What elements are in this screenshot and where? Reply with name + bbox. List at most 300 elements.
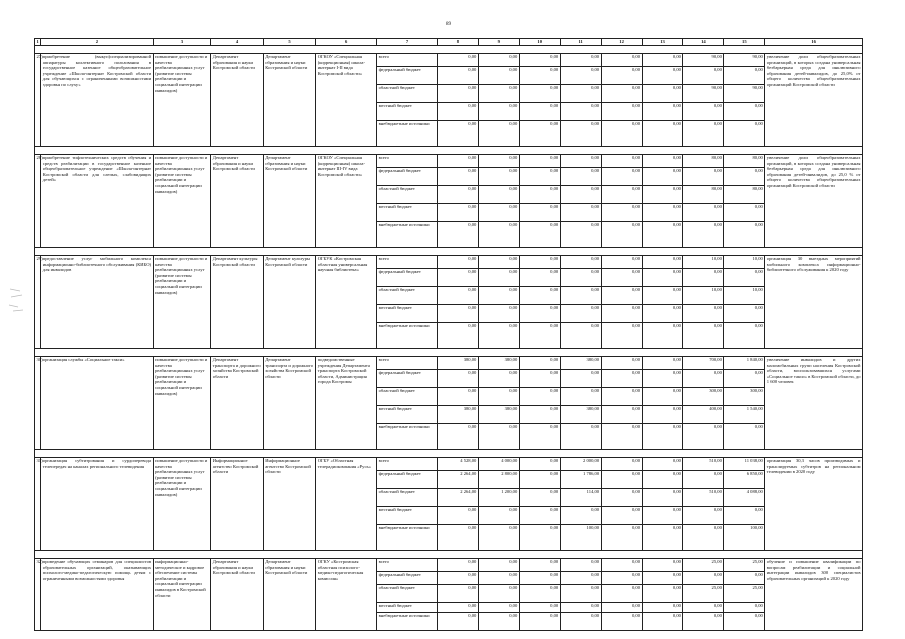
amount-cell: 25,00 <box>683 585 724 603</box>
amount-cell: 0,00 <box>601 357 642 370</box>
funding-source: федеральный бюджет <box>377 269 438 287</box>
amount-cell: 0,00 <box>642 204 683 222</box>
amount-cell: 0,00 <box>601 121 642 147</box>
amount-cell: 0,00 <box>519 305 560 323</box>
funding-source: федеральный бюджет <box>377 168 438 186</box>
amount-cell: 0,00 <box>724 572 765 585</box>
amount-cell: 0,00 <box>724 222 765 248</box>
measure-name: организация субтитрования и сурдоперевода телепередач на каналах регионального телевидения <box>41 458 153 551</box>
amount-cell: 0,00 <box>642 424 683 450</box>
amount-cell: 0,00 <box>560 572 601 585</box>
amount-cell: 80,00 <box>724 186 765 204</box>
amount-cell: 0,00 <box>519 559 560 572</box>
amount-cell: 0,00 <box>478 168 519 186</box>
amount-cell: 25,00 <box>683 559 724 572</box>
amount-cell: 0,00 <box>642 603 683 613</box>
funding-source: всего <box>377 559 438 572</box>
amount-cell: 0,00 <box>724 603 765 613</box>
amount-cell: 10,00 <box>683 256 724 269</box>
table-row <box>35 54 863 67</box>
amount-cell: 0,00 <box>601 370 642 388</box>
amount-cell: 300,00 <box>724 388 765 406</box>
amount-cell: 0,00 <box>437 103 478 121</box>
amount-cell: 0,00 <box>560 186 601 204</box>
amount-cell: 0,00 <box>642 572 683 585</box>
funding-source: местный бюджет <box>377 305 438 323</box>
amount-cell: 0,00 <box>437 525 478 551</box>
amount-cell: 0,00 <box>437 121 478 147</box>
amount-cell: 0,00 <box>519 388 560 406</box>
row-spacer <box>35 450 863 458</box>
amount-cell: 0,00 <box>601 269 642 287</box>
amount-cell: 0,00 <box>519 424 560 450</box>
amount-cell: 0,00 <box>560 388 601 406</box>
amount-cell: 0,00 <box>683 222 724 248</box>
expected-result: организация 30 выездных мероприятий мобильного комплекса информационно-библиотечного обслуживания к 2020 году <box>765 256 863 349</box>
amount-cell: 0,00 <box>601 222 642 248</box>
amount-cell: 0,00 <box>642 287 683 305</box>
amount-cell: 0,00 <box>601 525 642 551</box>
funding-source: местный бюджет <box>377 103 438 121</box>
amount-cell: 114,00 <box>560 489 601 507</box>
amount-cell: 0,00 <box>560 424 601 450</box>
amount-cell: 0,00 <box>724 613 765 631</box>
amount-cell: 0,00 <box>642 507 683 525</box>
funding-source: федеральный бюджет <box>377 67 438 85</box>
amount-cell: 0,00 <box>642 85 683 103</box>
amount-cell: 0,00 <box>683 269 724 287</box>
amount-cell: 0,00 <box>642 103 683 121</box>
amount-cell: 80,00 <box>724 155 765 168</box>
amount-cell: 0,00 <box>601 155 642 168</box>
amount-cell: 0,00 <box>642 388 683 406</box>
measure-direction: повышение доступности и качества реабилитационных услуг (развитие системы реабилитации и социальной интеграции инвалидов) <box>153 155 211 248</box>
amount-cell: 0,00 <box>519 287 560 305</box>
amount-cell: 1 786,00 <box>560 471 601 489</box>
amount-cell: 0,00 <box>642 54 683 67</box>
amount-cell: 0,00 <box>519 525 560 551</box>
amount-cell: 0,00 <box>478 603 519 613</box>
amount-cell: 0,00 <box>478 204 519 222</box>
amount-cell: 4 528,00 <box>437 458 478 471</box>
amount-cell: 0,00 <box>478 507 519 525</box>
amount-cell: 0,00 <box>560 103 601 121</box>
amount-cell: 0,00 <box>642 559 683 572</box>
amount-cell: 25,00 <box>724 559 765 572</box>
amount-cell: 0,00 <box>478 559 519 572</box>
amount-cell: 100,00 <box>560 525 601 551</box>
amount-cell: 6 850,00 <box>724 471 765 489</box>
amount-cell: 0,00 <box>642 155 683 168</box>
amount-cell: 0,00 <box>601 85 642 103</box>
amount-cell: 0,00 <box>601 323 642 349</box>
amount-cell: 0,00 <box>642 323 683 349</box>
expected-result: организация 30,3 часов производимых и транслируемых субтитров на региональном телевидении в 2020 году <box>765 458 863 551</box>
amount-cell: 90,00 <box>724 54 765 67</box>
table-row <box>35 256 863 269</box>
margin-pencil-marks <box>8 285 28 315</box>
column-number: 6 <box>316 39 377 46</box>
amount-cell: 0,00 <box>437 155 478 168</box>
table-body <box>35 39 863 631</box>
amount-cell: 0,00 <box>560 603 601 613</box>
amount-cell: 0,00 <box>437 424 478 450</box>
funding-source: местный бюджет <box>377 507 438 525</box>
column-number: 10 <box>519 39 560 46</box>
amount-cell: 0,00 <box>478 287 519 305</box>
row-number: 27) <box>35 54 41 147</box>
participant: ОГКОУ «Специальная (коррекционная) школа-интернат III-IV вида Костромской области» <box>316 155 377 248</box>
amount-cell: 90,00 <box>683 85 724 103</box>
amount-cell: 0,00 <box>601 559 642 572</box>
amount-cell: 0,00 <box>560 370 601 388</box>
row-spacer <box>35 248 863 256</box>
amount-cell: 0,00 <box>560 559 601 572</box>
funding-source: областной бюджет <box>377 287 438 305</box>
amount-cell: 0,00 <box>724 121 765 147</box>
column-number: 4 <box>211 39 263 46</box>
funding-source: внебюджетные источники <box>377 525 438 551</box>
amount-cell: 0,00 <box>560 85 601 103</box>
amount-cell: 0,00 <box>478 613 519 631</box>
program-measures-table <box>34 38 863 631</box>
expected-result: увеличение доли общеобразовательных организаций, в которых создана универсальная безбарьерная среда для инклюзивного образования детей-инвалидов, до 25,0% от общего количества общеобразовательных организаций Костромской области <box>765 54 863 147</box>
amount-cell: 80,00 <box>683 186 724 204</box>
amount-cell: 100,00 <box>724 525 765 551</box>
amount-cell: 0,00 <box>437 67 478 85</box>
amount-cell: 510,00 <box>683 489 724 507</box>
amount-cell: 0,00 <box>519 155 560 168</box>
measure-name: приобретение (выкуп)специализированной аппаратуры коллективного пользования в государственное казенное общеобразовательное учреждение «Школа-интернат Костромской области для обучающихся с ограниченными возможностями здоровья по слуху» <box>41 54 153 147</box>
amount-cell: 0,00 <box>519 585 560 603</box>
funding-source: всего <box>377 256 438 269</box>
amount-cell: 90,00 <box>683 54 724 67</box>
amount-cell: 0,00 <box>519 54 560 67</box>
amount-cell: 0,00 <box>560 585 601 603</box>
table-row <box>35 458 863 471</box>
row-number: 31) <box>35 458 41 551</box>
amount-cell: 2 000,00 <box>560 458 601 471</box>
amount-cell: 0,00 <box>601 489 642 507</box>
amount-cell: 10,00 <box>683 287 724 305</box>
amount-cell: 0,00 <box>683 305 724 323</box>
amount-cell: 0,00 <box>437 559 478 572</box>
measure-name: приобретение тифлотехнических средств обучения и средств реабилитации в государственное казенное общеобразовательное учреждение «Школа-интернат Костромской области для слепых, слабовидящих детей» <box>41 155 153 248</box>
amount-cell: 0,00 <box>683 121 724 147</box>
participant: ОГКУ «Костромская областная психолого-медико-педагогическая комиссия» <box>316 559 377 631</box>
amount-cell: 0,00 <box>601 572 642 585</box>
amount-cell: 11 038,00 <box>724 458 765 471</box>
amount-cell: 0,00 <box>724 103 765 121</box>
amount-cell: 0,00 <box>437 585 478 603</box>
amount-cell: 0,00 <box>560 507 601 525</box>
column-number: 14 <box>683 39 724 46</box>
amount-cell: 0,00 <box>683 471 724 489</box>
amount-cell: 0,00 <box>519 168 560 186</box>
amount-cell: 0,00 <box>601 186 642 204</box>
funds-recipient: Департамент транспорта и дорожного хозяйства Костромской области <box>263 357 315 450</box>
funding-source: федеральный бюджет <box>377 370 438 388</box>
funding-source: всего <box>377 357 438 370</box>
column-number: 16 <box>765 39 863 46</box>
amount-cell: 0,00 <box>478 121 519 147</box>
funding-source: местный бюджет <box>377 204 438 222</box>
funding-source: федеральный бюджет <box>377 471 438 489</box>
amount-cell: 0,00 <box>437 507 478 525</box>
row-spacer <box>35 147 863 155</box>
amount-cell: 0,00 <box>519 103 560 121</box>
amount-cell: 0,00 <box>437 613 478 631</box>
funding-source: областной бюджет <box>377 489 438 507</box>
amount-cell: 0,00 <box>478 370 519 388</box>
amount-cell: 0,00 <box>519 489 560 507</box>
amount-cell: 0,00 <box>478 424 519 450</box>
amount-cell: 0,00 <box>683 613 724 631</box>
amount-cell: 0,00 <box>519 357 560 370</box>
amount-cell: 0,00 <box>478 85 519 103</box>
column-number: 9 <box>478 39 519 46</box>
amount-cell: 0,00 <box>601 67 642 85</box>
responsible-executor: Информационное агентство Костромской области <box>211 458 263 551</box>
amount-cell: 0,00 <box>560 204 601 222</box>
amount-cell: 0,00 <box>519 471 560 489</box>
amount-cell: 0,00 <box>437 204 478 222</box>
amount-cell: 0,00 <box>683 507 724 525</box>
funding-source: внебюджетные источники <box>377 323 438 349</box>
row-spacer <box>35 349 863 357</box>
table-row <box>35 559 863 572</box>
amount-cell: 0,00 <box>642 370 683 388</box>
amount-cell: 10,00 <box>724 256 765 269</box>
amount-cell: 0,00 <box>560 155 601 168</box>
page-number: 89 <box>446 22 451 27</box>
amount-cell: 0,00 <box>724 67 765 85</box>
amount-cell: 0,00 <box>683 424 724 450</box>
amount-cell: 0,00 <box>560 323 601 349</box>
amount-cell: 0,00 <box>560 613 601 631</box>
amount-cell: 0,00 <box>478 222 519 248</box>
amount-cell: 380,00 <box>560 357 601 370</box>
amount-cell: 80,00 <box>683 155 724 168</box>
amount-cell: 0,00 <box>642 67 683 85</box>
amount-cell: 0,00 <box>601 585 642 603</box>
amount-cell: 0,00 <box>642 186 683 204</box>
measure-direction: информационно-методическое и кадровое обеспечение системы реабилитации и социальной интеграции инвалидов в Костромской области <box>153 559 211 631</box>
amount-cell: 0,00 <box>519 269 560 287</box>
measure-direction: повышение доступности и качества реабилитационных услуг (развитие системы реабилитации и социальной интеграции инвалидов) <box>153 54 211 147</box>
amount-cell: 0,00 <box>601 507 642 525</box>
amount-cell: 0,00 <box>519 370 560 388</box>
amount-cell: 2 264,00 <box>437 471 478 489</box>
amount-cell: 0,00 <box>601 305 642 323</box>
amount-cell: 380,00 <box>560 406 601 424</box>
amount-cell: 0,00 <box>437 269 478 287</box>
funding-source: областной бюджет <box>377 186 438 204</box>
amount-cell: 0,00 <box>437 287 478 305</box>
amount-cell: 380,00 <box>478 406 519 424</box>
amount-cell: 0,00 <box>724 305 765 323</box>
amount-cell: 0,00 <box>478 572 519 585</box>
funds-recipient: Департамент образования и науки Костромской области <box>263 559 315 631</box>
funding-source: местный бюджет <box>377 603 438 613</box>
amount-cell: 1 840,00 <box>724 357 765 370</box>
amount-cell: 0,00 <box>437 323 478 349</box>
amount-cell: 0,00 <box>642 256 683 269</box>
column-number: 2 <box>41 39 153 46</box>
amount-cell: 0,00 <box>519 406 560 424</box>
amount-cell: 0,00 <box>519 256 560 269</box>
column-number: 8 <box>437 39 478 46</box>
amount-cell: 0,00 <box>724 424 765 450</box>
spacer-cell <box>35 551 863 559</box>
amount-cell: 0,00 <box>601 458 642 471</box>
amount-cell: 0,00 <box>601 406 642 424</box>
amount-cell: 0,00 <box>560 121 601 147</box>
amount-cell: 0,00 <box>560 54 601 67</box>
amount-cell: 0,00 <box>642 489 683 507</box>
amount-cell: 0,00 <box>724 370 765 388</box>
amount-cell: 0,00 <box>437 388 478 406</box>
amount-cell: 0,00 <box>642 406 683 424</box>
funding-source: местный бюджет <box>377 406 438 424</box>
funding-source: всего <box>377 54 438 67</box>
amount-cell: 0,00 <box>642 222 683 248</box>
table-row <box>35 155 863 168</box>
amount-cell: 0,00 <box>560 222 601 248</box>
amount-cell: 1 540,00 <box>724 406 765 424</box>
amount-cell: 0,00 <box>437 186 478 204</box>
amount-cell: 0,00 <box>478 525 519 551</box>
expected-result: обучение и повышение квалификации по вопросам реабилитации и социальной интеграции инвалидов 300 специалистов образовательных организаций к 2020 году <box>765 559 863 631</box>
amount-cell: 0,00 <box>519 603 560 613</box>
amount-cell: 0,00 <box>601 388 642 406</box>
amount-cell: 0,00 <box>683 323 724 349</box>
amount-cell: 0,00 <box>724 269 765 287</box>
funding-source: внебюджетные источники <box>377 222 438 248</box>
amount-cell: 0,00 <box>601 204 642 222</box>
amount-cell: 0,00 <box>519 323 560 349</box>
amount-cell: 0,00 <box>478 155 519 168</box>
row-number: 30) <box>35 357 41 450</box>
spacer-cell <box>35 46 863 54</box>
amount-cell: 0,00 <box>642 305 683 323</box>
amount-cell: 1 200,00 <box>478 489 519 507</box>
measure-name: проведение обучающих семинаров для специалистов образовательных организаций, оказывающих психолого-медико-педагогическую помощь детям с ограниченными возможностями здоровья <box>41 559 153 631</box>
amount-cell: 380,00 <box>437 406 478 424</box>
amount-cell: 0,00 <box>519 572 560 585</box>
amount-cell: 0,00 <box>642 168 683 186</box>
funds-recipient: Информационное агентство Костромской области <box>263 458 315 551</box>
amount-cell: 0,00 <box>601 471 642 489</box>
row-spacer <box>35 46 863 54</box>
amount-cell: 0,00 <box>683 603 724 613</box>
amount-cell: 0,00 <box>683 168 724 186</box>
funding-source: внебюджетные источники <box>377 424 438 450</box>
amount-cell: 0,00 <box>478 585 519 603</box>
amount-cell: 0,00 <box>437 222 478 248</box>
amount-cell: 400,00 <box>683 406 724 424</box>
funding-source: областной бюджет <box>377 388 438 406</box>
funding-source: федеральный бюджет <box>377 572 438 585</box>
spacer-cell <box>35 147 863 155</box>
amount-cell: 0,00 <box>478 305 519 323</box>
measure-name: организация службы «Социальное такси» <box>41 357 153 450</box>
amount-cell: 0,00 <box>437 168 478 186</box>
participant: ОГБУ «Областная телерадиокомпания «Русь» <box>316 458 377 551</box>
amount-cell: 0,00 <box>601 424 642 450</box>
amount-cell: 10,00 <box>724 287 765 305</box>
amount-cell: 0,00 <box>437 370 478 388</box>
measure-name: предоставление услуг мобильного комплекса информационно-библиотечного обслуживания (КИБО) для инвалидов <box>41 256 153 349</box>
amount-cell: 0,00 <box>724 168 765 186</box>
participant: подведомственные учреждения Департамента транспорта Костромской области, Администрация города Костромы <box>316 357 377 450</box>
participant: ОГКОУ «Специальная (коррекционная) школа-интернат I-II вида Костромской области» <box>316 54 377 147</box>
funding-source: областной бюджет <box>377 585 438 603</box>
amount-cell: 510,00 <box>683 458 724 471</box>
amount-cell: 0,00 <box>683 204 724 222</box>
amount-cell: 0,00 <box>601 168 642 186</box>
amount-cell: 0,00 <box>519 67 560 85</box>
amount-cell: 0,00 <box>601 603 642 613</box>
column-number: 7 <box>377 39 438 46</box>
amount-cell: 0,00 <box>601 287 642 305</box>
amount-cell: 0,00 <box>724 204 765 222</box>
amount-cell: 0,00 <box>437 305 478 323</box>
column-number: 15 <box>724 39 765 46</box>
responsible-executor: Департамент образования и науки Костромской области <box>211 155 263 248</box>
amount-cell: 4 000,00 <box>478 458 519 471</box>
amount-cell: 0,00 <box>683 370 724 388</box>
column-number: 1 <box>36 39 39 44</box>
amount-cell: 0,00 <box>478 103 519 121</box>
amount-cell: 300,00 <box>683 388 724 406</box>
column-number: 11 <box>560 39 601 46</box>
column-number: 13 <box>642 39 683 46</box>
funding-source: всего <box>377 155 438 168</box>
amount-cell: 0,00 <box>519 458 560 471</box>
responsible-executor: Департамент культуры Костромской области <box>211 256 263 349</box>
amount-cell: 0,00 <box>560 269 601 287</box>
amount-cell: 0,00 <box>478 269 519 287</box>
amount-cell: 700,00 <box>683 357 724 370</box>
amount-cell: 0,00 <box>519 121 560 147</box>
amount-cell: 0,00 <box>601 103 642 121</box>
amount-cell: 0,00 <box>478 54 519 67</box>
spacer-cell <box>35 450 863 458</box>
expected-result: увеличение инвалидов и других маломобильных групп населения Костромской области, воспользовавшихся услугами «Социальное такси» в Костромской области, до 1 600 человек <box>765 357 863 450</box>
amount-cell: 0,00 <box>642 269 683 287</box>
table-row <box>35 357 863 370</box>
funding-source: областной бюджет <box>377 85 438 103</box>
amount-cell: 0,00 <box>642 585 683 603</box>
amount-cell: 0,00 <box>437 54 478 67</box>
funds-recipient: Департамент культуры Костромской области <box>263 256 315 349</box>
amount-cell: 0,00 <box>437 572 478 585</box>
amount-cell: 380,00 <box>437 357 478 370</box>
amount-cell: 0,00 <box>478 323 519 349</box>
amount-cell: 0,00 <box>642 121 683 147</box>
amount-cell: 0,00 <box>437 256 478 269</box>
amount-cell: 0,00 <box>560 305 601 323</box>
measure-direction: повышение доступности и качества реабилитационных услуг (развитие системы реабилитации и социальной интеграции инвалидов) <box>153 256 211 349</box>
amount-cell: 0,00 <box>560 287 601 305</box>
column-number-row <box>35 39 863 46</box>
amount-cell: 0,00 <box>519 186 560 204</box>
responsible-executor: Департамент транспорта и дорожного хозяйства Костромской области <box>211 357 263 450</box>
amount-cell: 0,00 <box>560 67 601 85</box>
amount-cell: 0,00 <box>519 507 560 525</box>
expected-result: увеличение доли общеобразовательных организаций, в которых создана универсальная безбарьерная среда для инклюзивного образования детей-инвалидов, до 25,0 % от общего количества общеобразовательных организаций Костромской области <box>765 155 863 248</box>
